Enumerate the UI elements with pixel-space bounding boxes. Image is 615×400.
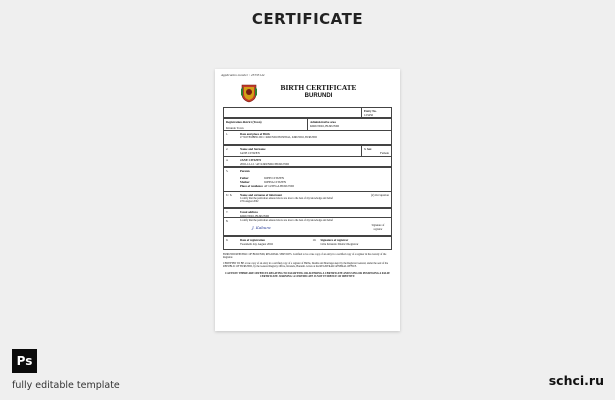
certificate-title: BIRTH CERTIFICATE	[280, 83, 357, 92]
registration-district: Registration district (Town) Kirundo Town	[226, 119, 262, 130]
section-parents: 5. Parents Father JOHN CITIZEN Mother JOHNA CITIZEN Place of residence AT GITEGA BURUNDI	[223, 167, 392, 192]
certification-paragraph-1: BURUNDI REPUBLIC OF BURUNDI, REGIONAL SERVICES. Certified to be a true copy of an entry in a certified copy of a register in the custody of the Registrar.	[223, 252, 387, 259]
page-title: CERTIFICATE	[251, 10, 364, 28]
registration-row	[223, 118, 392, 131]
signature: J. Kabura	[252, 225, 271, 231]
parent-father: Father JOHN CITIZEN	[240, 175, 285, 180]
certificate-header	[223, 79, 392, 103]
section-informant: 6 / 6. Name and surname of informant (2) Occupation I certify that the particulars entered above are true to the best of my knowledge and belief 27th August 2002	[223, 191, 392, 208]
caution-warning: CAUTION: THERE ARE OFFENCES RELATING TO FALSIFYING OR ALTERING A CERTIFICATE AND USING OR POSSESSING A FALSE CERTIFICATE. WARNING: A CERTIFICATE IS NOT EVIDENCE OF IDENTITY.	[225, 271, 390, 278]
entry-row	[223, 107, 392, 118]
certification-paragraph-2: CERTIFIED TO BE a true copy of an entry in a certified copy of a register of Births, Deaths and Marriages kept by the Registrar General, under the seal of the REPUBLIC OF BURUNDI, by the General Registry Office, Kirundo, Burundi. Given at the REGISTRAR GENERAL OFFICE.	[223, 262, 388, 269]
place-of-residence: Place of residence AT GITEGA BURUNDI	[240, 183, 294, 188]
entry-number-cell: Entry No. 123456	[361, 108, 391, 117]
section-registration-date: 9. Date of registration Twentieth day August 2002 10. Signature of registrar Lilia Kirundo District Registrar	[223, 236, 392, 250]
footer-caption: fully editable template	[12, 380, 120, 391]
administrative-area: Administrative area KIRUNDO, BURUNDI	[307, 119, 391, 130]
section-certification: 8. I certify that the particulars entered above are true to the best of my knowledge and belief J. Kabura Signature of registrar	[223, 217, 392, 236]
parent-mother: Mother JOHNA CITIZEN	[240, 179, 287, 184]
photoshop-logo-icon: Ps	[12, 349, 37, 373]
section-name-sex: 2. Name and Surname JANE CITIZEN 3. Sex Female	[223, 145, 392, 157]
site-name: schci.ru	[548, 373, 604, 388]
section-child: 4. JANE CITIZEN 2002-12-12 / AT KIRUNDO BURUNDI	[223, 156, 392, 167]
section-birth: 1. Date and place of Birth 27 NOVEMBER 2001 / KIRUNDO HOSPITAL, KIRUNDO, BURUNDI	[223, 130, 392, 145]
certificate-country: BURUNDI	[304, 93, 333, 99]
application-number: Application number : 23333144	[221, 73, 265, 77]
certificate-document	[215, 69, 400, 331]
section-address: 7. Usual address KIRUNDO, BURUNDI	[223, 208, 392, 218]
